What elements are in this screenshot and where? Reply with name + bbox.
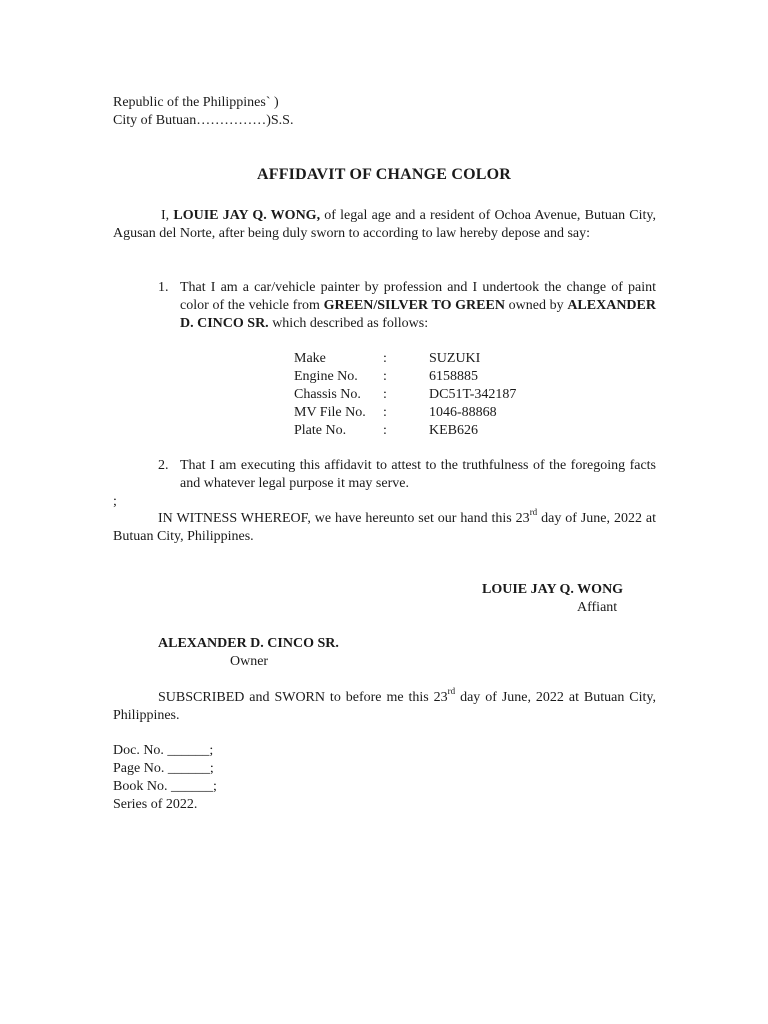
notarial-series: Series of 2022.	[113, 797, 198, 812]
item-1-text-part: owned by	[504, 298, 568, 313]
row-label: Engine No.	[294, 369, 358, 384]
row-label: Plate No.	[294, 423, 347, 438]
vehicle-row-chassis	[294, 386, 614, 404]
row-label: MV File No.	[294, 405, 366, 420]
owner-signature-name: ALEXANDER D. CINCO SR.	[158, 636, 339, 651]
item-1	[158, 279, 656, 333]
vehicle-details-table	[294, 350, 614, 440]
affiant-signature-name: LOUIE JAY Q. WONG	[482, 582, 624, 597]
intro-prefix: I,	[161, 208, 174, 223]
affiant-signature-role: Affiant	[577, 600, 618, 615]
row-value: DC51T-342187	[429, 387, 517, 402]
intro-paragraph	[113, 207, 656, 243]
venue-line-1: Republic of the Philippines` )	[113, 95, 279, 110]
item-1-text-part: which described as follows:	[268, 316, 429, 331]
intro-rest: of legal age and a resident of Ochoa Avenue, Butuan City, Agusan del Norte, after being duly sworn to according to law hereby depose and say:	[113, 208, 656, 241]
item-1-text-part: That I am a car/vehicle painter by profession and I undertook the change of paint color of the vehicle from	[180, 280, 656, 313]
notarial-doc-no: Doc. No. ______;	[113, 743, 214, 758]
notarial-book-no: Book No. ______;	[113, 779, 217, 794]
row-colon: :	[383, 405, 387, 420]
row-label: Make	[294, 351, 326, 366]
item-2-text: That I am executing this affidavit to attest to the truthfulness of the foregoing facts and whatever legal purpose it may serve.	[180, 458, 656, 491]
ordinal-suffix: rd	[529, 507, 538, 518]
row-colon: :	[383, 387, 387, 402]
item-1-number: 1.	[158, 280, 169, 295]
row-colon: :	[383, 351, 387, 366]
row-value: SUZUKI	[429, 351, 481, 366]
venue-line-2: City of Butuan……………)S.S.	[113, 113, 294, 128]
color-change: GREEN/SILVER TO GREEN	[323, 298, 505, 313]
subscribed-text: day of June, 2022 at Butuan City, Philippines.	[113, 690, 656, 723]
witness-text: IN WITNESS WHEREOF, we have hereunto set our hand this 23	[158, 511, 530, 526]
row-colon: :	[383, 423, 387, 438]
item-1-text	[180, 279, 656, 333]
stray-mark: ;	[113, 494, 117, 509]
ordinal-suffix: rd	[447, 686, 456, 697]
item-2	[158, 457, 656, 493]
row-colon: :	[383, 369, 387, 384]
subscribed-text: SUBSCRIBED and SWORN to before me this 23	[158, 690, 448, 705]
subscribed-paragraph	[113, 686, 656, 725]
item-2-number: 2.	[158, 458, 169, 473]
affiant-name-intro: LOUIE JAY Q. WONG,	[173, 208, 321, 223]
witness-text: day of June, 2022 at Butuan City, Philippines.	[113, 511, 656, 544]
vehicle-row-engine	[294, 368, 614, 386]
owner-name-inline: ALEXANDER D. CINCO SR.	[180, 298, 656, 331]
vehicle-row-mv-file	[294, 404, 614, 422]
row-value: 6158885	[429, 369, 478, 384]
row-label: Chassis No.	[294, 387, 361, 402]
witness-paragraph	[113, 507, 656, 546]
owner-signature-role: Owner	[230, 654, 269, 669]
notarial-page-no: Page No. ______;	[113, 761, 214, 776]
vehicle-row-make	[294, 350, 614, 368]
row-value: KEB626	[429, 423, 478, 438]
vehicle-row-plate	[294, 422, 614, 440]
document-title: AFFIDAVIT OF CHANGE COLOR	[256, 166, 512, 183]
row-value: 1046-88868	[429, 405, 497, 420]
